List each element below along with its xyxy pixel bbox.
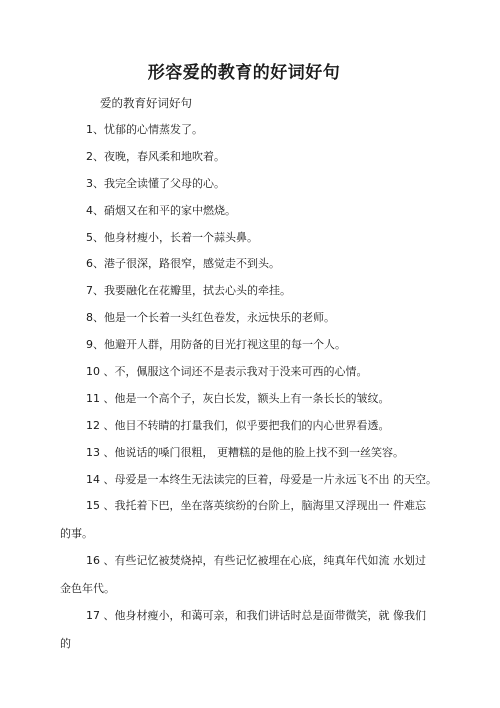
list-item: 15 、我托着下巴，坐在落英缤纷的台阶上，脑海里又浮现出一 件难忘的事。 bbox=[60, 499, 426, 541]
list-item: 11 、他是一个高个子，灰白长发，额头上有一条长长的皱纹。 bbox=[86, 391, 390, 405]
list-item: 4、硝烟又在和平的家中燃烧。 bbox=[86, 203, 236, 217]
list-item: 5、他身材瘦小，长着一个蒜头鼻。 bbox=[86, 230, 258, 244]
list-item: 8、他是一个长着一头红色卷发，永远快乐的老师。 bbox=[86, 311, 335, 325]
list-item: 12 、他目不转睛的打量我们，似乎要把我们的内心世界看透。 bbox=[86, 418, 390, 432]
list-item: 13 、他说话的嗓门很粗， 更糟糕的是他的脸上找不到一丝笑容。 bbox=[86, 445, 404, 459]
list-item: 2、夜晚，春风柔和地吹着。 bbox=[86, 149, 225, 163]
list-item: 7、我要融化在花瓣里，拭去心头的牵挂。 bbox=[86, 284, 291, 298]
document-title: 形容爱的教育的好词好句 bbox=[147, 63, 341, 83]
list-item: 9、他避开人群，用防备的目光打视这里的每一个人。 bbox=[86, 338, 346, 352]
list-item: 10 、不，佩服这个词还不是表示我对于没来可西的心情。 bbox=[86, 365, 368, 379]
list-item: 6、港子很深，路很窄，感觉走不到头。 bbox=[86, 257, 280, 271]
document-subtitle: 爱的教育好词好句 bbox=[100, 96, 192, 110]
sentence-list bbox=[60, 123, 437, 658]
list-item: 3、我完全读懂了父母的心。 bbox=[86, 176, 225, 190]
list-item: 16 、有些记忆被焚烧掉，有些记忆被埋在心底，纯真年代如流 水划过金色年代。 bbox=[60, 554, 426, 596]
list-item: 1、忧郁的心情蒸发了。 bbox=[86, 123, 203, 136]
list-item: 14 、母爱是一本终生无法读完的巨着，母爱是一片永远飞不出 的天空。 bbox=[86, 472, 437, 486]
list-item: 17 、他身材瘦小，和蔼可亲，和我们讲话时总是面带微笑，就 像我们的 bbox=[60, 609, 426, 651]
